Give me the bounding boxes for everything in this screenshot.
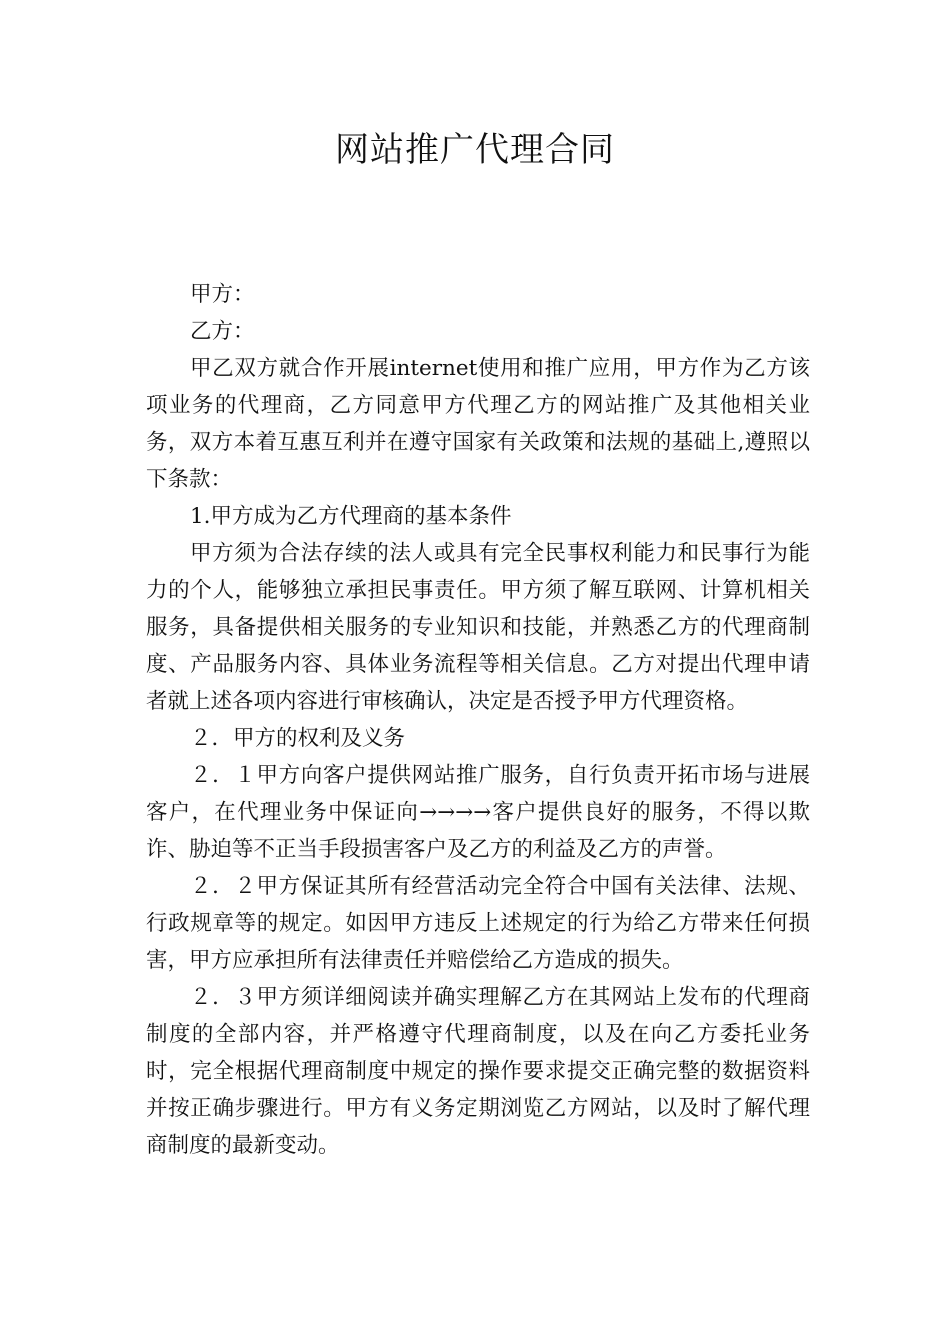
intro-paragraph: 甲乙双方就合作开展internet使用和推广应用，甲方作为乙方该项业务的代理商，乙方同意甲方代理乙方的网站推广及其他相关业务，双方本着互惠互利并在遵守国家有关政策和法规的基础上,遵照以下条款： — [146, 356, 810, 492]
clause-2-1: ２．１甲方向客户提供网站推广服务，自行负责开拓市场与进展客户，在代理业务中保证向→→→→客户提供良好的服务，不得以欺诈、胁迫等不正当手段损害客户及乙方的利益及乙方的声誉。 — [146, 763, 810, 862]
clause-2-2: ２．２甲方保证其所有经营活动完全符合中国有关法律、法规、行政规章等的规定。如因甲方违反上述规定的行为给乙方带来任何损害，甲方应承担所有法律责任并赔偿给乙方造成的损失。 — [146, 874, 810, 973]
party-a-line: 甲方： — [190, 282, 255, 307]
section-1-heading: 1.甲方成为乙方代理商的基本条件 — [190, 504, 512, 529]
section-2-heading: ２．甲方的权利及义务 — [190, 726, 406, 751]
section-1-body: 甲方须为合法存续的法人或具有完全民事权利能力和民事行为能力的个人，能够独立承担民事责任。甲方须了解互联网、计算机相关服务，具备提供相关服务的专业知识和技能，并熟悉乙方的代理商制度、产品服务内容、具体业务流程等相关信息。乙方对提出代理申请者就上述各项内容进行审核确认，决定是否授予甲方代理资格。 — [146, 541, 810, 714]
clause-2-3: ２．３甲方须详细阅读并确实理解乙方在其网站上发布的代理商制度的全部内容，并严格遵守代理商制度，以及在向乙方委托业务时，完全根据代理商制度中规定的操作要求提交正确完整的数据资料并按正确步骤进行。甲方有义务定期浏览乙方网站，以及时了解代理商制度的最新变动。 — [146, 985, 810, 1158]
document-title: 网站推广代理合同 — [335, 130, 615, 170]
document-body — [146, 276, 810, 1164]
party-b-line: 乙方： — [190, 319, 255, 344]
